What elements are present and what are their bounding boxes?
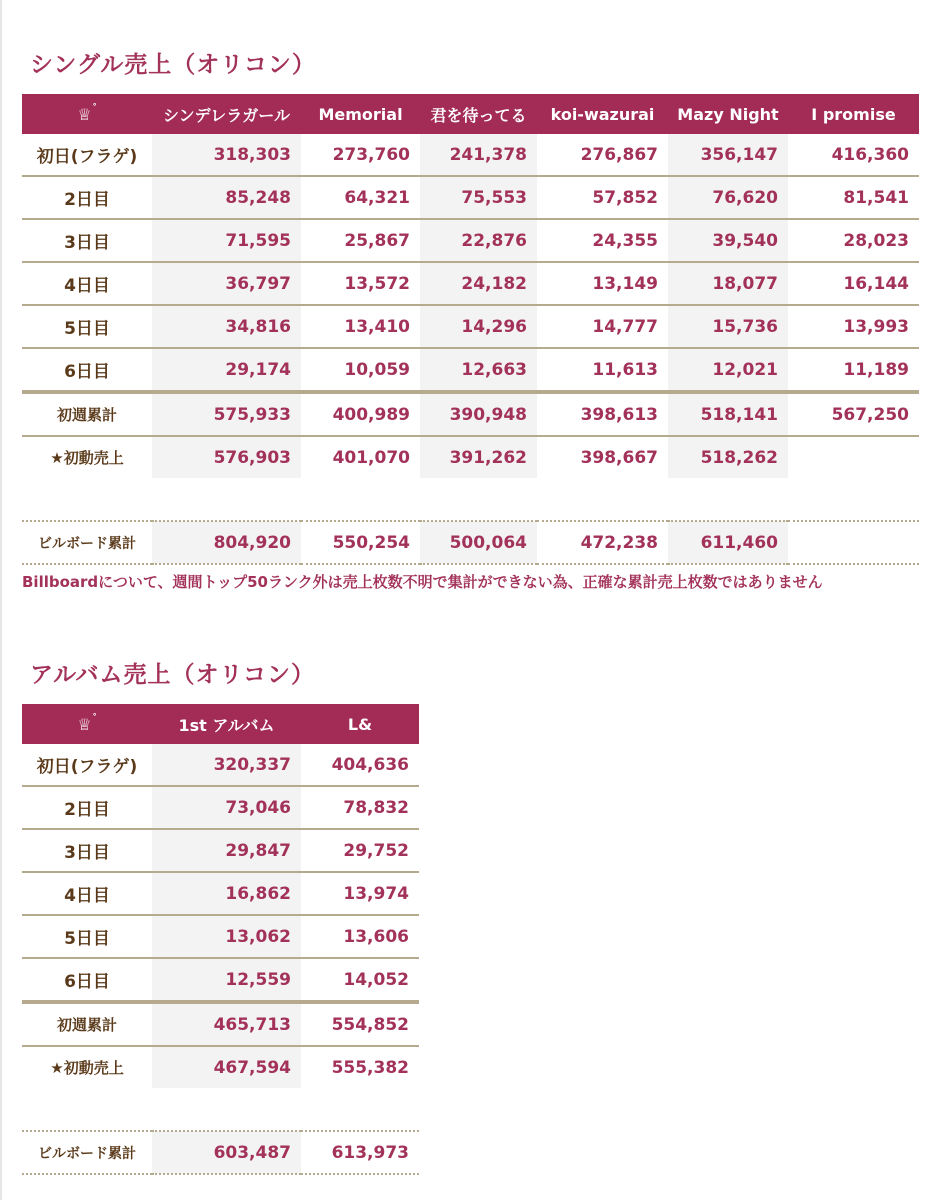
row-label: 初日(フラゲ) xyxy=(22,134,152,176)
albums-body xyxy=(22,744,419,1174)
table-cell: 416,360 xyxy=(788,134,919,176)
table-cell: 273,760 xyxy=(301,134,420,176)
table-cell: 15,736 xyxy=(668,305,788,348)
billboard-cell: 611,460 xyxy=(668,521,788,564)
table-cell: 10,059 xyxy=(301,348,420,392)
table-cell: 13,572 xyxy=(301,262,420,305)
spacer-cell xyxy=(22,1088,419,1131)
table-cell: 555,382 xyxy=(331,1057,409,1078)
row-label: 5日目 xyxy=(22,305,152,348)
row-label: 4日目 xyxy=(22,872,152,915)
table-cell: 81,541 xyxy=(788,176,919,219)
billboard-cell xyxy=(788,521,919,564)
singles-title: シングル売上（オリコン） xyxy=(30,52,316,78)
billboard-cell: 550,254 xyxy=(301,521,420,564)
table-cell: 390,948 xyxy=(420,392,537,436)
table-row xyxy=(22,744,419,786)
row-label: ★初動売上 xyxy=(50,1059,124,1077)
table-cell: 13,062 xyxy=(152,915,301,958)
singles-body xyxy=(22,134,919,564)
row-label: 初日(フラゲ) xyxy=(22,744,152,786)
table-cell: 398,613 xyxy=(537,392,668,436)
singles-header-row xyxy=(22,94,919,134)
singles-col-header: シンデレラガール xyxy=(152,94,301,134)
table-cell: 39,540 xyxy=(668,219,788,262)
table-row xyxy=(22,1002,419,1046)
billboard-note: Billboardについて、週間トップ50ランク外は売上枚数不明で集計ができない為、正確な累計売上枚数ではありません xyxy=(22,573,823,591)
row-label: 2日目 xyxy=(22,176,152,219)
albums-header-corner xyxy=(22,704,152,744)
table-row xyxy=(22,436,919,478)
table-cell: 554,852 xyxy=(301,1002,419,1046)
table-cell: 518,141 xyxy=(668,392,788,436)
table-row xyxy=(22,305,919,348)
table-cell: 391,262 xyxy=(420,436,537,478)
table-cell: 465,713 xyxy=(152,1002,301,1046)
table-cell: 398,667 xyxy=(580,447,658,468)
albums-header-row xyxy=(22,704,419,744)
singles-col-header: Memorial xyxy=(301,94,420,134)
row-label: 3日目 xyxy=(22,219,152,262)
table-cell: 25,867 xyxy=(301,219,420,262)
billboard-cell: 613,973 xyxy=(301,1131,419,1174)
spacer-row xyxy=(22,1088,419,1131)
table-cell: 71,595 xyxy=(152,219,301,262)
billboard-cell: 500,064 xyxy=(420,521,537,564)
table-row xyxy=(22,134,919,176)
row-label: 6日目 xyxy=(22,348,152,392)
table-cell: 13,410 xyxy=(301,305,420,348)
table-cell: 567,250 xyxy=(788,392,919,436)
table-cell: 73,046 xyxy=(152,786,301,829)
table-cell: 36,797 xyxy=(152,262,301,305)
table-cell: 85,248 xyxy=(152,176,301,219)
table-cell: 14,052 xyxy=(301,958,419,1002)
table-cell: 12,021 xyxy=(668,348,788,392)
table-row xyxy=(22,262,919,305)
billboard-cell: 804,920 xyxy=(152,521,301,564)
table-cell: 518,262 xyxy=(668,436,788,478)
table-cell: 13,606 xyxy=(301,915,419,958)
crown-icon: ♕° xyxy=(77,712,97,734)
spacer-cell xyxy=(22,478,919,521)
table-cell: 16,862 xyxy=(152,872,301,915)
table-cell: 29,174 xyxy=(152,348,301,392)
row-label: 初週累計 xyxy=(22,392,152,436)
table-cell: 13,149 xyxy=(537,262,668,305)
singles-col-header: Mazy Night xyxy=(668,94,788,134)
table-cell: 28,023 xyxy=(788,219,919,262)
table-cell: 75,553 xyxy=(420,176,537,219)
table-cell: 404,636 xyxy=(301,744,419,786)
table-cell: 78,832 xyxy=(301,786,419,829)
singles-col-header: I promise xyxy=(788,94,919,134)
table-row xyxy=(22,176,919,219)
page-left-border xyxy=(0,0,2,1200)
table-cell: 11,189 xyxy=(788,348,919,392)
albums-col-header: L& xyxy=(301,704,419,744)
table-row xyxy=(22,348,919,392)
table-cell: 400,989 xyxy=(301,392,420,436)
table-row xyxy=(22,915,419,958)
singles-col-header: 君を待ってる xyxy=(420,94,537,134)
table-cell: 401,070 xyxy=(332,447,410,468)
billboard-cell: 603,487 xyxy=(152,1131,301,1174)
singles-section xyxy=(22,46,919,592)
row-label: 2日目 xyxy=(22,786,152,829)
row-label: 6日目 xyxy=(22,958,152,1002)
table-row xyxy=(22,872,419,915)
billboard-row xyxy=(22,521,919,564)
row-label: 5日目 xyxy=(22,915,152,958)
albums-table xyxy=(22,704,419,1175)
albums-section xyxy=(22,656,419,1175)
table-cell: 320,337 xyxy=(152,744,301,786)
billboard-label: ビルボード累計 xyxy=(22,1131,152,1174)
table-cell: 356,147 xyxy=(668,134,788,176)
singles-header-corner xyxy=(22,94,152,134)
table-row xyxy=(22,219,919,262)
table-cell xyxy=(788,436,919,478)
table-row xyxy=(22,1046,419,1088)
table-cell: 13,993 xyxy=(788,305,919,348)
table-cell: 12,663 xyxy=(420,348,537,392)
table-cell: 576,903 xyxy=(152,436,301,478)
table-row xyxy=(22,786,419,829)
table-row xyxy=(22,829,419,872)
row-label: 3日目 xyxy=(22,829,152,872)
singles-table xyxy=(22,94,919,565)
table-cell: 64,321 xyxy=(301,176,420,219)
spacer-row xyxy=(22,478,919,521)
row-label: 初週累計 xyxy=(22,1002,152,1046)
table-cell: 575,933 xyxy=(152,392,301,436)
table-cell: 29,752 xyxy=(301,829,419,872)
crown-icon: ♕° xyxy=(77,102,97,124)
table-cell: 16,144 xyxy=(788,262,919,305)
table-cell: 24,355 xyxy=(537,219,668,262)
table-cell: 241,378 xyxy=(420,134,537,176)
billboard-cell: 472,238 xyxy=(537,521,668,564)
table-cell: 11,613 xyxy=(537,348,668,392)
table-cell: 318,303 xyxy=(152,134,301,176)
billboard-row xyxy=(22,1131,419,1174)
table-cell: 18,077 xyxy=(668,262,788,305)
table-cell: 57,852 xyxy=(537,176,668,219)
table-cell: 76,620 xyxy=(668,176,788,219)
row-label: 4日目 xyxy=(22,262,152,305)
table-cell: 276,867 xyxy=(537,134,668,176)
albums-title: アルバム売上（オリコン） xyxy=(30,662,316,688)
table-cell: 12,559 xyxy=(152,958,301,1002)
table-row xyxy=(22,958,419,1002)
table-cell: 34,816 xyxy=(152,305,301,348)
row-label: ★初動売上 xyxy=(50,449,124,467)
table-cell: 29,847 xyxy=(152,829,301,872)
table-row xyxy=(22,392,919,436)
table-cell: 467,594 xyxy=(152,1046,301,1088)
table-cell: 24,182 xyxy=(420,262,537,305)
table-cell: 22,876 xyxy=(420,219,537,262)
albums-col-header: 1st アルバム xyxy=(152,704,301,744)
billboard-label: ビルボード累計 xyxy=(22,521,152,564)
table-cell: 14,296 xyxy=(420,305,537,348)
table-cell: 14,777 xyxy=(537,305,668,348)
singles-col-header: koi-wazurai xyxy=(537,94,668,134)
table-cell: 13,974 xyxy=(301,872,419,915)
